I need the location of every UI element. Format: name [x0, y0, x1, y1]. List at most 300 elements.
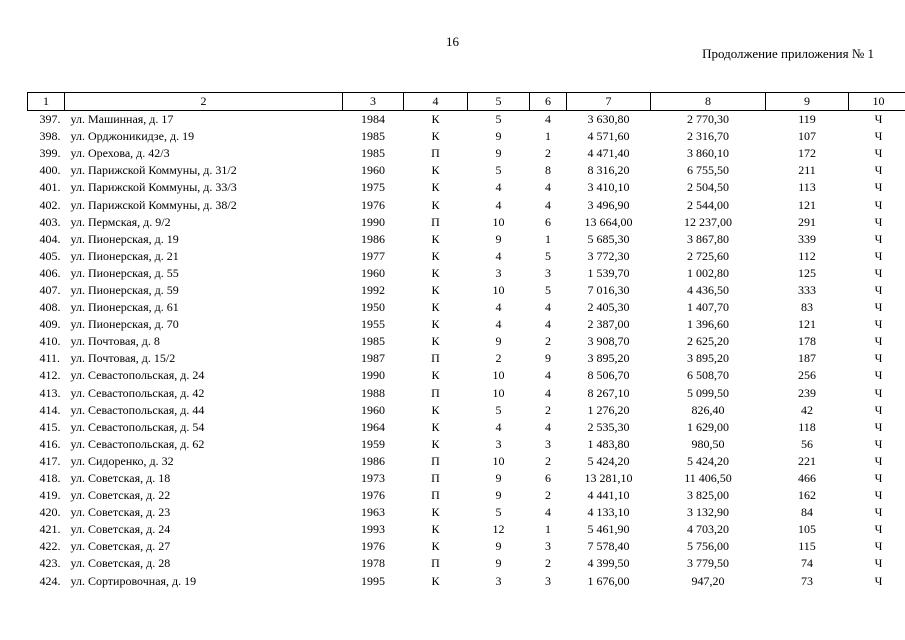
floors-cell: 9	[495, 231, 502, 246]
table-row	[28, 145, 905, 162]
year-built-cell: 1984	[361, 112, 385, 127]
year-built-cell: 1987	[361, 351, 385, 366]
living-area-cell: 1 629,00	[687, 419, 729, 434]
table-row	[28, 419, 905, 436]
living-area-cell: 3 779,50	[687, 556, 729, 571]
living-area-cell: 2 504,50	[687, 180, 729, 195]
entrances-cell: 4	[545, 300, 551, 315]
wall-material-cell: К	[431, 129, 440, 144]
address-cell: ул. Орехова, д. 42/3	[70, 146, 170, 161]
residents-cell: 73	[801, 573, 813, 588]
total-area-cell: 4 133,10	[587, 505, 630, 520]
total-area-cell: 2 387,00	[587, 317, 630, 332]
table-row	[28, 470, 905, 487]
row-number-cell: 397.	[39, 112, 61, 127]
entrances-cell: 6	[545, 471, 551, 486]
residents-cell: 56	[801, 436, 813, 451]
living-area-cell: 2 316,70	[687, 129, 729, 144]
table-row	[28, 179, 905, 196]
table-row	[28, 367, 905, 384]
wall-material-cell: П	[431, 351, 440, 366]
residents-cell: 107	[798, 129, 816, 144]
total-area-cell: 3 772,30	[587, 248, 630, 263]
housing-table	[27, 92, 905, 590]
row-number-cell: 402.	[39, 197, 61, 212]
table-header-row	[28, 93, 905, 111]
row-number-cell: 404.	[39, 231, 61, 246]
living-area-cell: 947,20	[691, 573, 725, 588]
living-area-cell: 3 825,00	[687, 488, 729, 503]
row-number-cell: 418.	[39, 471, 61, 486]
living-area-cell: 980,50	[691, 436, 725, 451]
living-area-cell: 5 099,50	[687, 385, 729, 400]
row-number-cell: 406.	[39, 265, 61, 280]
table-row	[28, 265, 905, 282]
living-area-cell: 5 424,20	[687, 453, 729, 468]
residents-cell: 466	[798, 471, 816, 486]
floors-cell: 10	[492, 282, 505, 297]
wall-material-cell: П	[431, 385, 440, 400]
residents-cell: 118	[798, 419, 816, 434]
living-area-cell: 1 407,70	[687, 300, 729, 315]
living-area-cell: 11 406,50	[684, 471, 732, 486]
status-cell: Ч	[874, 197, 883, 212]
total-area-cell: 8 506,70	[587, 368, 630, 383]
floors-cell: 4	[495, 180, 502, 195]
floors-cell: 3	[495, 265, 502, 280]
entrances-cell: 1	[545, 129, 551, 144]
wall-material-cell: К	[431, 436, 440, 451]
address-cell: ул. Пионерская, д. 55	[70, 265, 179, 280]
entrances-cell: 9	[545, 351, 551, 366]
status-cell: Ч	[874, 163, 883, 178]
living-area-cell: 2 770,30	[687, 112, 729, 127]
living-area-cell: 5 756,00	[687, 539, 729, 554]
floors-cell: 9	[495, 129, 502, 144]
year-built-cell: 1995	[361, 573, 385, 588]
row-number-cell: 400.	[39, 163, 61, 178]
address-cell: ул. Почтовая, д. 8	[70, 334, 160, 349]
floors-cell: 5	[495, 163, 502, 178]
year-built-cell: 1960	[361, 163, 385, 178]
wall-material-cell: К	[431, 505, 440, 520]
table-row	[28, 333, 905, 350]
entrances-cell: 2	[545, 146, 551, 161]
floors-cell: 10	[492, 368, 505, 383]
status-cell: Ч	[874, 300, 883, 315]
residents-cell: 83	[801, 300, 813, 315]
total-area-cell: 3 410,10	[587, 180, 630, 195]
residents-cell: 333	[798, 282, 816, 297]
status-cell: Ч	[874, 146, 883, 161]
entrances-cell: 4	[545, 505, 551, 520]
status-cell: Ч	[874, 317, 883, 332]
residents-cell: 221	[798, 453, 816, 468]
entrances-cell: 3	[545, 265, 551, 280]
status-cell: Ч	[874, 436, 883, 451]
entrances-cell: 3	[545, 539, 551, 554]
total-area-cell: 3 630,80	[587, 112, 630, 127]
address-cell: ул. Пионерская, д. 21	[70, 248, 179, 263]
entrances-cell: 4	[545, 180, 551, 195]
floors-cell: 4	[495, 419, 502, 434]
table-row	[28, 196, 905, 213]
total-area-cell: 3 895,20	[587, 351, 630, 366]
wall-material-cell: К	[431, 419, 440, 434]
wall-material-cell: К	[431, 112, 440, 127]
row-number-cell: 414.	[39, 402, 61, 417]
row-number-cell: 420.	[39, 505, 61, 520]
address-cell: ул. Парижской Коммуны, д. 31/2	[70, 163, 237, 178]
row-number-cell: 422.	[39, 539, 61, 554]
residents-cell: 74	[801, 556, 813, 571]
total-area-cell: 5 461,90	[587, 522, 630, 537]
address-cell: ул. Советская, д. 28	[70, 556, 171, 571]
living-area-cell: 2 544,00	[687, 197, 729, 212]
status-cell: Ч	[874, 471, 883, 486]
floors-cell: 4	[495, 248, 502, 263]
wall-material-cell: К	[431, 265, 440, 280]
row-number-cell: 417.	[39, 453, 61, 468]
total-area-cell: 3 496,90	[587, 197, 630, 212]
address-cell: ул. Пионерская, д. 70	[70, 317, 179, 332]
status-cell: Ч	[874, 539, 883, 554]
floors-cell: 10	[492, 385, 505, 400]
floors-cell: 4	[495, 197, 502, 212]
row-number-cell: 398.	[39, 129, 61, 144]
year-built-cell: 1993	[361, 522, 385, 537]
entrances-cell: 4	[545, 419, 551, 434]
year-built-cell: 1990	[361, 368, 385, 383]
address-cell: ул. Советская, д. 22	[70, 488, 171, 503]
entrances-cell: 2	[545, 334, 551, 349]
total-area-cell: 4 471,40	[587, 146, 630, 161]
total-area-cell: 1 276,20	[587, 402, 630, 417]
entrances-cell: 5	[545, 282, 551, 297]
wall-material-cell: К	[431, 402, 440, 417]
floors-cell: 9	[495, 488, 502, 503]
floors-cell: 12	[492, 522, 505, 537]
address-cell: ул. Советская, д. 24	[70, 522, 171, 537]
address-cell: ул. Почтовая, д. 15/2	[70, 351, 176, 366]
living-area-cell: 12 237,00	[684, 214, 732, 229]
status-cell: Ч	[874, 573, 883, 588]
year-built-cell: 1964	[361, 419, 385, 434]
table-row	[28, 573, 905, 590]
address-cell: ул. Советская, д. 23	[70, 505, 171, 520]
total-area-cell: 8 316,20	[587, 163, 630, 178]
entrances-cell: 2	[545, 488, 551, 503]
living-area-cell: 3 860,10	[687, 146, 729, 161]
year-built-cell: 1960	[361, 402, 385, 417]
table-row	[28, 162, 905, 179]
floors-cell: 4	[495, 300, 502, 315]
status-cell: Ч	[874, 248, 883, 263]
year-built-cell: 1977	[361, 248, 385, 263]
row-number-cell: 413.	[39, 385, 61, 400]
residents-cell: 187	[798, 351, 816, 366]
address-cell: ул. Сидоренко, д. 32	[70, 453, 174, 468]
wall-material-cell: К	[431, 197, 440, 212]
total-area-cell: 7 578,40	[587, 539, 630, 554]
total-area-cell: 4 399,50	[587, 556, 630, 571]
column-header: 2	[65, 93, 343, 111]
wall-material-cell: К	[431, 248, 440, 263]
column-header: 1	[28, 93, 65, 111]
total-area-cell: 8 267,10	[587, 385, 630, 400]
status-cell: Ч	[874, 351, 883, 366]
entrances-cell: 2	[545, 453, 551, 468]
wall-material-cell: К	[431, 231, 440, 246]
status-cell: Ч	[874, 129, 883, 144]
entrances-cell: 4	[545, 197, 551, 212]
year-built-cell: 1990	[361, 214, 385, 229]
floors-cell: 9	[495, 556, 502, 571]
table-row	[28, 128, 905, 145]
status-cell: Ч	[874, 402, 883, 417]
status-cell: Ч	[874, 488, 883, 503]
entrances-cell: 4	[545, 317, 551, 332]
entrances-cell: 1	[545, 522, 551, 537]
status-cell: Ч	[874, 522, 883, 537]
entrances-cell: 3	[545, 436, 551, 451]
living-area-cell: 1 396,60	[687, 317, 729, 332]
year-built-cell: 1992	[361, 282, 385, 297]
year-built-cell: 1976	[361, 539, 385, 554]
living-area-cell: 2 725,60	[687, 248, 729, 263]
entrances-cell: 4	[545, 385, 551, 400]
appendix-label: Продолжение приложения № 1	[702, 46, 874, 61]
table-row	[28, 385, 905, 402]
table-row	[28, 111, 905, 129]
living-area-cell: 826,40	[691, 402, 725, 417]
living-area-cell: 6 508,70	[687, 368, 729, 383]
total-area-cell: 5 424,20	[587, 453, 630, 468]
living-area-cell: 6 755,50	[687, 163, 729, 178]
entrances-cell: 3	[545, 573, 551, 588]
status-cell: Ч	[874, 282, 883, 297]
table-body	[28, 111, 905, 590]
wall-material-cell: К	[431, 317, 440, 332]
year-built-cell: 1960	[361, 265, 385, 280]
residents-cell: 112	[798, 248, 816, 263]
status-cell: Ч	[874, 385, 883, 400]
wall-material-cell: К	[431, 334, 440, 349]
year-built-cell: 1975	[361, 180, 385, 195]
column-header: 7	[567, 93, 651, 111]
row-number-cell: 399.	[39, 146, 61, 161]
table-row	[28, 487, 905, 504]
column-header: 5	[468, 93, 530, 111]
status-cell: Ч	[874, 556, 883, 571]
address-cell: ул. Советская, д. 18	[70, 471, 171, 486]
year-built-cell: 1988	[361, 385, 385, 400]
status-cell: Ч	[874, 265, 883, 280]
row-number-cell: 409.	[39, 317, 61, 332]
address-cell: ул. Орджоникидзе, д. 19	[70, 129, 195, 144]
year-built-cell: 1986	[361, 231, 385, 246]
row-number-cell: 401.	[39, 180, 61, 195]
entrances-cell: 6	[545, 214, 551, 229]
page-number: 16	[446, 34, 459, 49]
row-number-cell: 421.	[39, 522, 61, 537]
address-cell: ул. Севастопольская, д. 62	[70, 436, 205, 451]
entrances-cell: 2	[545, 556, 551, 571]
total-area-cell: 4 571,60	[587, 129, 630, 144]
residents-cell: 239	[798, 385, 816, 400]
living-area-cell: 3 867,80	[687, 231, 729, 246]
year-built-cell: 1976	[361, 197, 385, 212]
residents-cell: 211	[798, 163, 816, 178]
address-cell: ул. Сортировочная, д. 19	[70, 573, 197, 588]
address-cell: ул. Севастопольская, д. 42	[70, 385, 205, 400]
year-built-cell: 1959	[361, 436, 385, 451]
floors-cell: 4	[495, 317, 502, 332]
address-cell: ул. Севастопольская, д. 44	[70, 402, 205, 417]
residents-cell: 172	[798, 146, 816, 161]
residents-cell: 105	[798, 522, 816, 537]
residents-cell: 339	[798, 231, 816, 246]
floors-cell: 9	[495, 539, 502, 554]
address-cell: ул. Парижской Коммуны, д. 33/3	[70, 180, 237, 195]
address-cell: ул. Севастопольская, д. 54	[70, 419, 205, 434]
living-area-cell: 4 703,20	[687, 522, 729, 537]
address-cell: ул. Пионерская, д. 19	[70, 231, 179, 246]
residents-cell: 125	[798, 265, 816, 280]
floors-cell: 10	[492, 453, 505, 468]
total-area-cell: 1 539,70	[587, 265, 630, 280]
wall-material-cell: К	[431, 163, 440, 178]
total-area-cell: 13 281,10	[584, 471, 633, 486]
row-number-cell: 408.	[39, 300, 61, 315]
table-row	[28, 521, 905, 538]
residents-cell: 42	[801, 402, 813, 417]
status-cell: Ч	[874, 334, 883, 349]
total-area-cell: 4 441,10	[587, 488, 630, 503]
total-area-cell: 1 676,00	[587, 573, 630, 588]
total-area-cell: 3 908,70	[587, 334, 630, 349]
residents-cell: 121	[798, 317, 816, 332]
floors-cell: 9	[495, 146, 502, 161]
status-cell: Ч	[874, 453, 883, 468]
table-row	[28, 504, 905, 521]
living-area-cell: 1 002,80	[687, 265, 729, 280]
wall-material-cell: К	[431, 300, 440, 315]
floors-cell: 10	[492, 214, 505, 229]
address-cell: ул. Машинная, д. 17	[70, 112, 174, 127]
address-cell: ул. Пермская, д. 9/2	[70, 214, 171, 229]
living-area-cell: 3 132,90	[687, 505, 729, 520]
residents-cell: 256	[798, 368, 816, 383]
address-cell: ул. Парижской Коммуны, д. 38/2	[70, 197, 237, 212]
year-built-cell: 1963	[361, 505, 385, 520]
total-area-cell: 1 483,80	[587, 436, 630, 451]
row-number-cell: 412.	[39, 368, 61, 383]
address-cell: ул. Пионерская, д. 59	[70, 282, 179, 297]
table-row	[28, 436, 905, 453]
wall-material-cell: П	[431, 453, 440, 468]
residents-cell: 84	[801, 505, 813, 520]
residents-cell: 119	[798, 112, 816, 127]
wall-material-cell: К	[431, 539, 440, 554]
row-number-cell: 416.	[39, 436, 61, 451]
address-cell: ул. Севастопольская, д. 24	[70, 368, 205, 383]
entrances-cell: 8	[545, 163, 551, 178]
row-number-cell: 415.	[39, 419, 61, 434]
row-number-cell: 405.	[39, 248, 61, 263]
entrances-cell: 1	[545, 231, 551, 246]
residents-cell: 121	[798, 197, 816, 212]
wall-material-cell: П	[431, 146, 440, 161]
year-built-cell: 1950	[361, 300, 385, 315]
table-row	[28, 214, 905, 231]
status-cell: Ч	[874, 505, 883, 520]
status-cell: Ч	[874, 180, 883, 195]
table-row	[28, 555, 905, 572]
total-area-cell: 7 016,30	[587, 282, 630, 297]
wall-material-cell: К	[431, 368, 440, 383]
total-area-cell: 13 664,00	[584, 214, 633, 229]
table-row	[28, 453, 905, 470]
row-number-cell: 423.	[39, 556, 61, 571]
year-built-cell: 1986	[361, 453, 385, 468]
residents-cell: 162	[798, 488, 816, 503]
wall-material-cell: К	[431, 282, 440, 297]
year-built-cell: 1985	[361, 129, 385, 144]
floors-cell: 3	[495, 436, 502, 451]
floors-cell: 2	[495, 351, 502, 366]
wall-material-cell: П	[431, 488, 440, 503]
year-built-cell: 1955	[361, 317, 385, 332]
residents-cell: 291	[798, 214, 816, 229]
status-cell: Ч	[874, 231, 883, 246]
row-number-cell: 419.	[39, 488, 61, 503]
year-built-cell: 1985	[361, 146, 385, 161]
table-row	[28, 350, 905, 367]
column-header: 10	[849, 93, 905, 111]
residents-cell: 115	[798, 539, 816, 554]
status-cell: Ч	[874, 419, 883, 434]
status-cell: Ч	[874, 112, 883, 127]
floors-cell: 3	[495, 573, 502, 588]
wall-material-cell: К	[431, 522, 440, 537]
table-row	[28, 316, 905, 333]
year-built-cell: 1985	[361, 334, 385, 349]
floors-cell: 9	[495, 334, 502, 349]
row-number-cell: 407.	[39, 282, 61, 297]
table-row	[28, 282, 905, 299]
table-row	[28, 231, 905, 248]
living-area-cell: 3 895,20	[687, 351, 729, 366]
entrances-cell: 4	[545, 368, 551, 383]
residents-cell: 113	[798, 180, 816, 195]
address-cell: ул. Пионерская, д. 61	[70, 300, 179, 315]
total-area-cell: 5 685,30	[587, 231, 630, 246]
status-cell: Ч	[874, 214, 883, 229]
total-area-cell: 2 535,30	[587, 419, 630, 434]
row-number-cell: 410.	[39, 334, 61, 349]
table-row	[28, 248, 905, 265]
entrances-cell: 5	[545, 248, 551, 263]
address-cell: ул. Советская, д. 27	[70, 539, 171, 554]
floors-cell: 5	[495, 505, 502, 520]
wall-material-cell: К	[431, 180, 440, 195]
table-row	[28, 538, 905, 555]
table-row	[28, 299, 905, 316]
wall-material-cell: К	[431, 573, 440, 588]
year-built-cell: 1976	[361, 488, 385, 503]
entrances-cell: 2	[545, 402, 551, 417]
